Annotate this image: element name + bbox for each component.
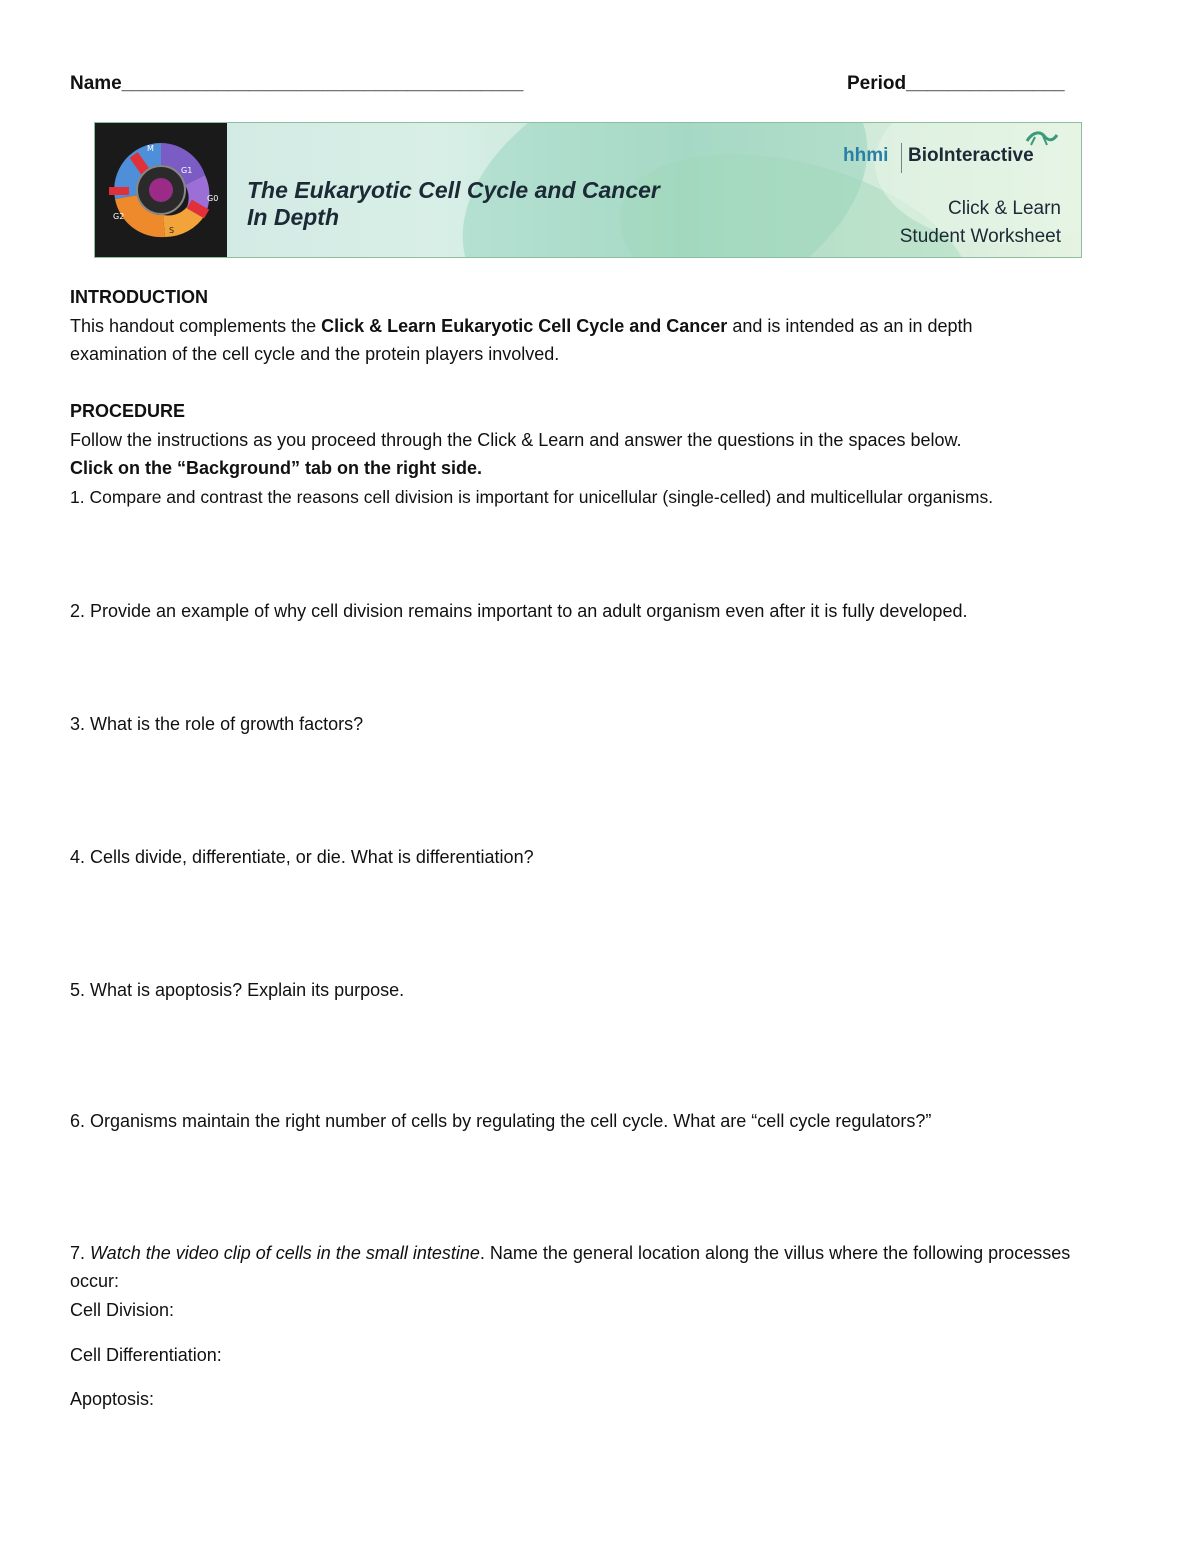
diagram-label-m: M — [147, 144, 154, 153]
cell-cycle-diagram-icon — [95, 123, 227, 257]
diagram-label-g0: G0 — [207, 194, 219, 203]
biointeractive-logo: BioInteractive — [908, 145, 1034, 166]
banner-subtitle-line1: Click & Learn — [948, 198, 1061, 219]
diagram-label-s: S — [169, 226, 175, 235]
banner-title-line2: In Depth — [247, 204, 339, 230]
lizard-logo-icon — [1025, 127, 1059, 149]
introduction-heading: INTRODUCTION — [70, 287, 208, 307]
cell-division-label: Cell Division: — [70, 1300, 175, 1320]
introduction-text — [70, 312, 1060, 368]
background-tab-instruction: Click on the “Background” tab on the right side. — [70, 458, 483, 478]
question-6: 6. Organisms maintain the right number of cells by regulating the cell cycle. What are “cell cycle regulators?” — [70, 1111, 932, 1131]
question-7-video-instruction: Watch the video clip of cells in the small intestine — [90, 1243, 480, 1263]
question-7 — [70, 1239, 1100, 1295]
question-2: 2. Provide an example of why cell division remains important to an adult organism even after it is fully developed. — [70, 601, 968, 621]
banner-subtitle — [900, 195, 1061, 251]
banner-title — [247, 177, 660, 231]
name-field-label[interactable]: Name______________________________________ — [70, 73, 524, 94]
question-4: 4. Cells divide, differentiate, or die. What is differentiation? — [70, 847, 534, 867]
introduction-text-end: and is intended as an in depth examination of the cell cycle and the protein players involved. — [70, 316, 973, 364]
introduction-text-start: This handout complements the — [70, 316, 322, 336]
procedure-instructions: Follow the instructions as you proceed through the Click & Learn and answer the questions in the spaces below. — [70, 430, 962, 450]
question-3: 3. What is the role of growth factors? — [70, 714, 364, 734]
banner-subtitle-line2: Student Worksheet — [899, 226, 1061, 247]
question-1: 1. Compare and contrast the reasons cell division is important for unicellular (single-celled) and multicellular organisms. — [70, 487, 994, 507]
apoptosis-label: Apoptosis: — [70, 1389, 155, 1409]
worksheet-banner — [94, 122, 1082, 258]
hhmi-logo: hhmi — [843, 145, 889, 166]
diagram-label-g2: G2 — [113, 212, 125, 221]
introduction-text-bold: Click & Learn Eukaryotic Cell Cycle and Cancer — [321, 316, 728, 336]
question-7-number: 7. — [70, 1243, 91, 1263]
banner-title-line1: The Eukaryotic Cell Cycle and Cancer — [247, 177, 660, 203]
question-7-text: . Name the general location along the villus where the following processes occur: — [70, 1243, 1071, 1291]
diagram-label-g1: G1 — [181, 166, 193, 175]
cell-differentiation-label: Cell Differentiation: — [70, 1345, 222, 1365]
procedure-heading: PROCEDURE — [70, 401, 186, 421]
question-5: 5. What is apoptosis? Explain its purpose. — [70, 980, 405, 1000]
period-field-label[interactable]: Period_______________ — [847, 73, 1065, 94]
logo-divider — [901, 143, 902, 173]
